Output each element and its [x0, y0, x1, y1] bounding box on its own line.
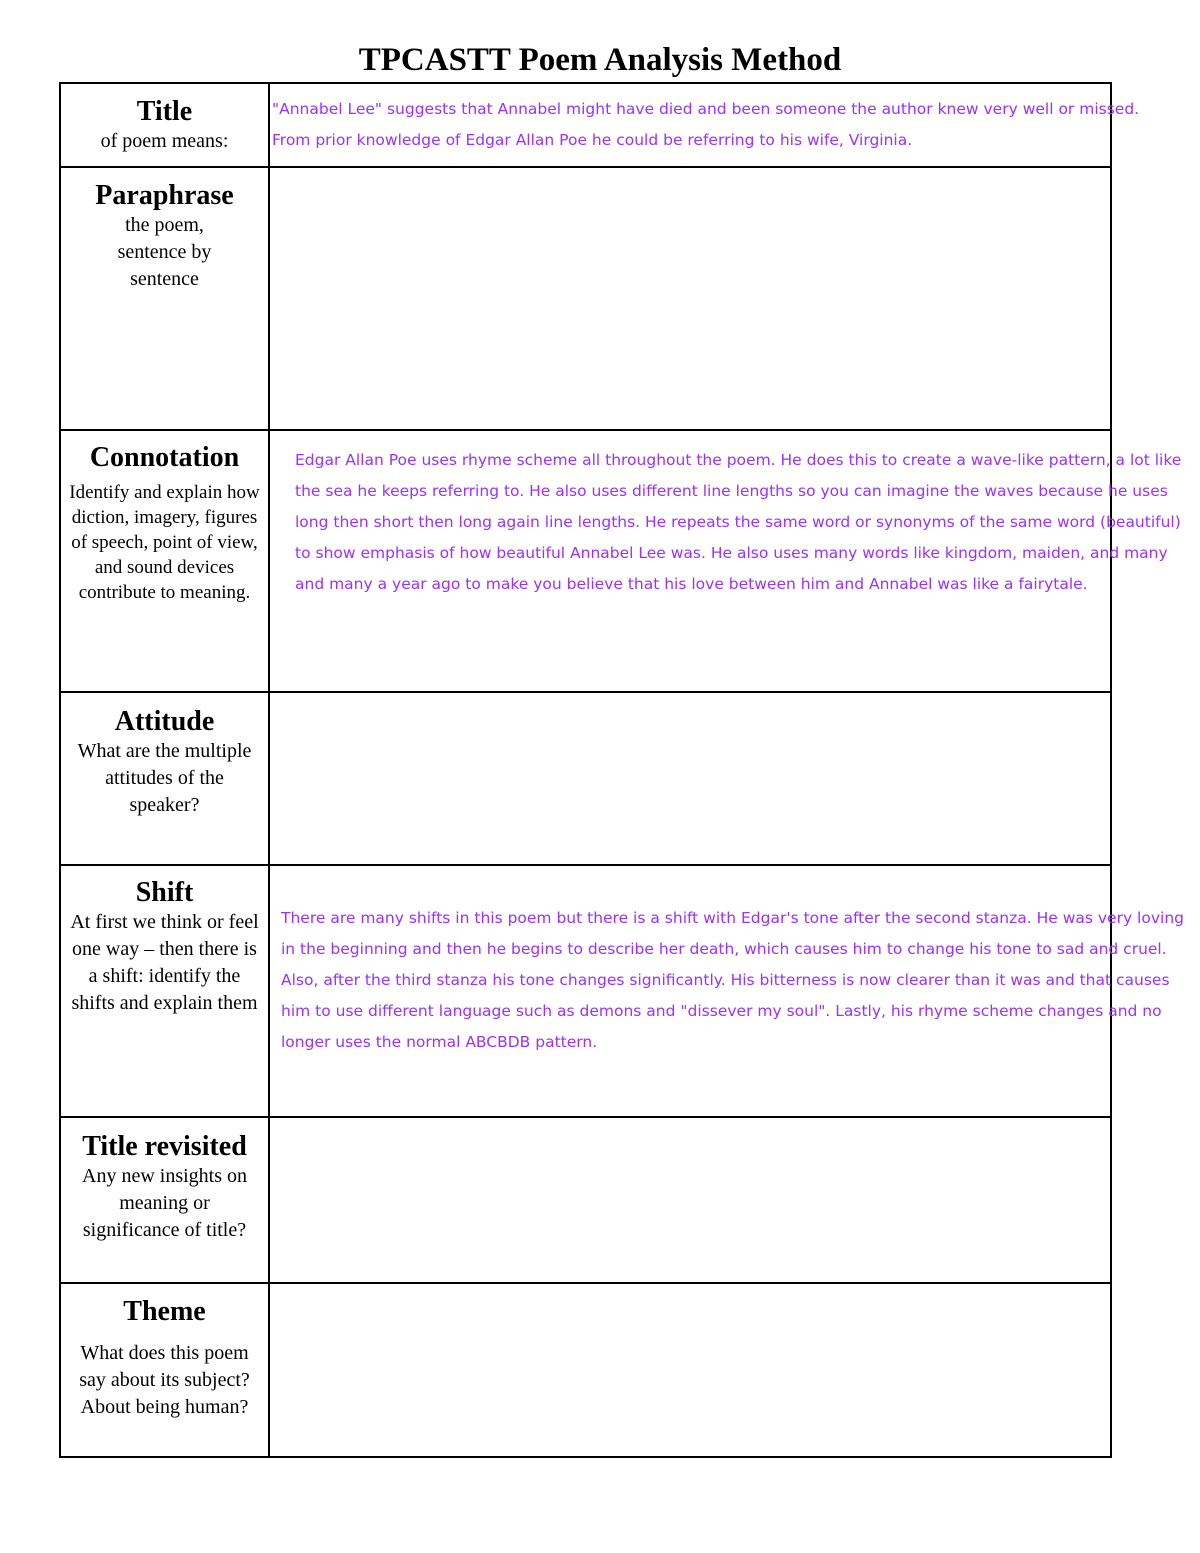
row-prompt: Any new insights on meaning or significance of title?: [82, 1165, 247, 1241]
row-divider: [59, 691, 1112, 693]
row-prompt: the poem, sentence by sentence: [117, 214, 212, 290]
title-revisited-answer[interactable]: [274, 1124, 1104, 1274]
column-divider: [268, 82, 270, 1458]
row-divider: [59, 864, 1112, 866]
row-divider: [59, 429, 1112, 431]
row-heading: Connotation: [89, 442, 240, 473]
row-divider: [59, 1116, 1112, 1118]
row-divider: [59, 1282, 1112, 1284]
row-prompt: Identify and explain how diction, imagery, figures of speech, point of view, and sound devices contribute to meaning.: [69, 482, 260, 603]
row-heading: Paraphrase: [95, 180, 234, 211]
row-divider: [59, 166, 1112, 168]
attitude-answer[interactable]: [274, 698, 1104, 858]
row-heading: Theme: [123, 1296, 206, 1327]
row-heading: Shift: [135, 877, 194, 908]
connotation-label-cell: [61, 442, 268, 605]
theme-answer[interactable]: [274, 1290, 1104, 1450]
row-heading: Title: [136, 96, 193, 127]
shift-label-cell: [61, 877, 268, 1017]
theme-label-cell: [61, 1296, 268, 1421]
row-prompt: What are the multiple attitudes of the speaker?: [77, 740, 252, 816]
attitude-label-cell: [61, 706, 268, 819]
connotation-answer[interactable]: Edgar Allan Poe uses rhyme scheme all throughout the poem. He does this to create a wave-like pattern, a lot like the sea he keeps referring to. He also uses different line lengths so you can imagine the waves because he uses long then short then long again line lengths. He repeats the same word or synonyms of the same word (beautiful) to show emphasis of how beautiful Annabel Lee was. He also uses many words like kingdom, maiden, and many and many a year ago to make you believe that his love between him and Annabel was like a fairytale.: [295, 451, 1182, 593]
row-prompt: At first we think or feel one way – then there is a shift: identify the shifts and explain them: [70, 911, 259, 1014]
title-answer[interactable]: "Annabel Lee" suggests that Annabel might have died and been someone the author knew very well or missed. From prior knowledge of Edgar Allan Poe he could be referring to his wife, Virginia.: [272, 100, 1140, 149]
row-prompt: of poem means:: [100, 130, 229, 152]
row-prompt: What does this poem say about its subject? About being human?: [79, 1342, 250, 1418]
row-heading: Attitude: [114, 706, 215, 737]
paraphrase-answer[interactable]: [274, 172, 1104, 422]
title-revisited-label-cell: [61, 1131, 268, 1244]
shift-answer[interactable]: There are many shifts in this poem but there is a shift with Edgar's tone after the second stanza. He was very loving in the beginning and then he begins to describe her death, which causes him to change his tone to sad and cruel. Also, after the third stanza his tone changes significantly. His bitterness is now clearer than it was and that causes him to use different language such as demons and "dissever my soul". Lastly, his rhyme scheme changes and no longer uses the normal ABCBDB pattern.: [281, 909, 1184, 1051]
title-label-cell: [61, 96, 268, 155]
paraphrase-label-cell: [61, 180, 268, 293]
row-heading: Title revisited: [82, 1131, 247, 1162]
page-title: TPCASTT Poem Analysis Method: [358, 42, 842, 78]
